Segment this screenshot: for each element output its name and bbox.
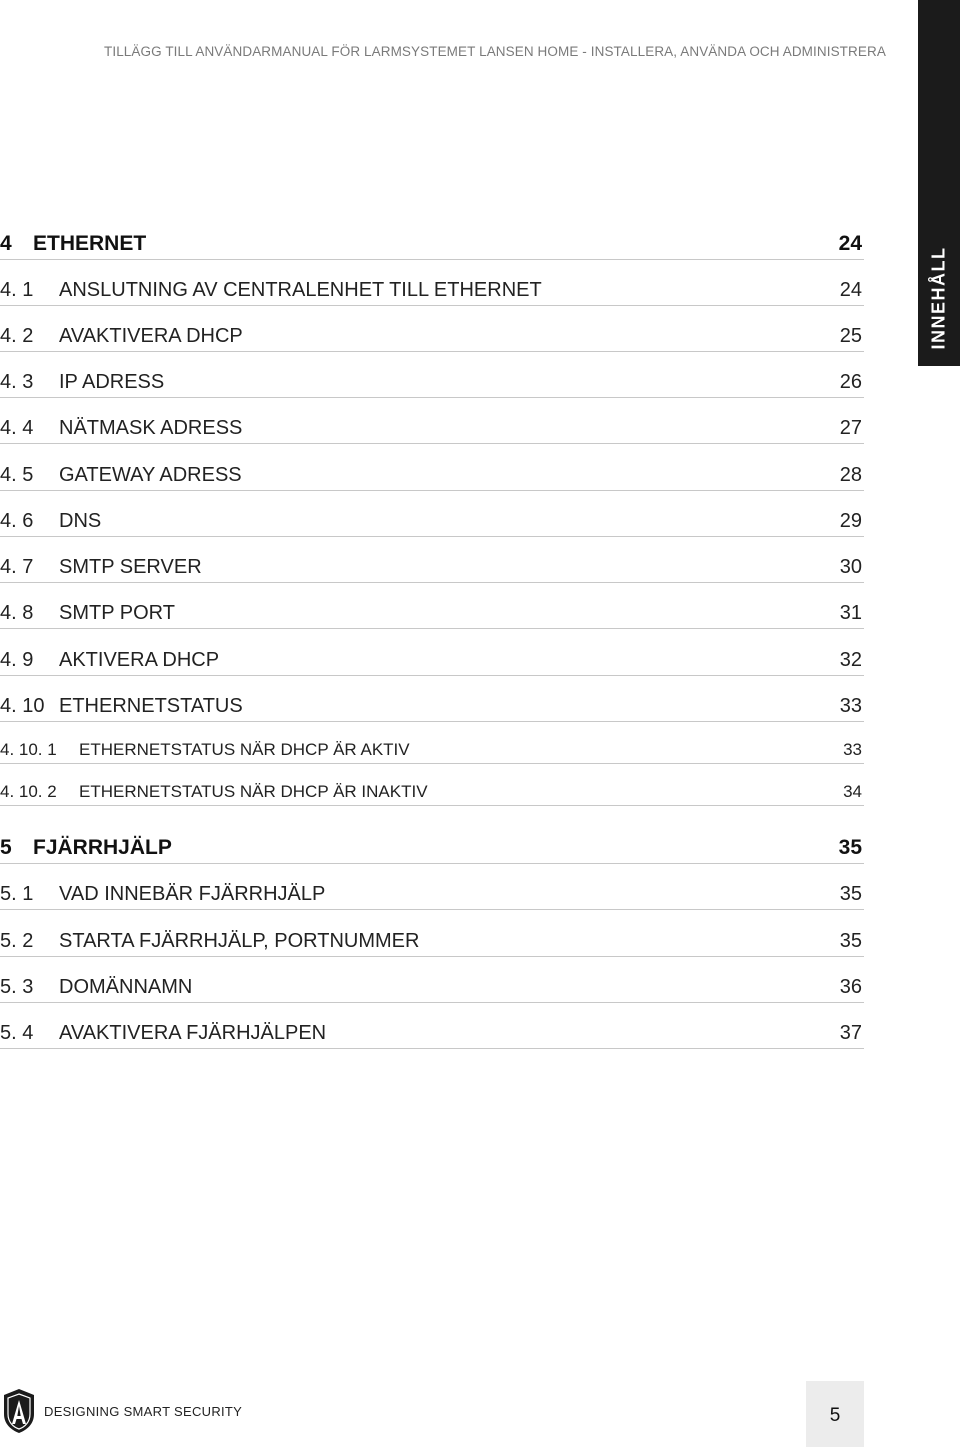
toc-number: 4. 9 — [0, 649, 34, 671]
toc-page: 37 — [839, 1022, 862, 1044]
toc-row[interactable] — [0, 686, 864, 722]
side-tab-label: INNEHÅLL — [928, 246, 949, 350]
toc-title: ETHERNETSTATUS — [59, 695, 243, 717]
toc-number: 4. 2 — [0, 325, 34, 347]
toc-page: 29 — [839, 510, 862, 532]
toc-title: AKTIVERA DHCP — [59, 649, 220, 671]
toc-number: 4. 8 — [0, 602, 34, 624]
shield-a-logo-icon — [2, 1388, 36, 1434]
toc-page: 36 — [839, 976, 862, 998]
toc-title: FJÄRRHJÄLP — [33, 836, 172, 859]
toc-row[interactable] — [0, 828, 864, 864]
toc-number: 5. 2 — [0, 930, 34, 952]
toc-page: 24 — [839, 279, 862, 301]
toc-row[interactable] — [0, 640, 864, 676]
toc-page: 27 — [839, 417, 862, 439]
toc-row[interactable] — [0, 455, 864, 491]
toc-number: 5. 3 — [0, 976, 34, 998]
toc-row[interactable] — [0, 921, 864, 957]
toc-page: 26 — [839, 371, 862, 393]
toc-title: SMTP PORT — [59, 602, 175, 624]
toc-number: 5. 1 — [0, 883, 34, 905]
toc-title: SMTP SERVER — [59, 556, 202, 578]
toc-title: ANSLUTNING AV CENTRALENHET TILL ETHERNET — [59, 279, 542, 301]
toc-title: NÄTMASK ADRESS — [59, 417, 243, 439]
toc-title: AVAKTIVERA FJÄRHJÄLPEN — [59, 1022, 327, 1044]
toc-number: 4. 10 — [0, 695, 45, 717]
toc-number: 4. 3 — [0, 371, 34, 393]
toc-title: DNS — [59, 510, 102, 532]
side-tab-innehall — [918, 0, 960, 366]
toc-number: 4. 10. 1 — [0, 740, 57, 759]
toc-row[interactable] — [0, 875, 864, 910]
toc-page: 35 — [839, 883, 862, 905]
toc-title: AVAKTIVERA DHCP — [59, 325, 243, 347]
toc-row[interactable] — [0, 774, 864, 806]
toc-page: 33 — [843, 740, 862, 759]
toc-row[interactable] — [0, 362, 864, 398]
toc-page: 31 — [839, 602, 862, 624]
toc-number: 5. 4 — [0, 1022, 34, 1044]
toc-number: 4. 4 — [0, 417, 34, 439]
toc-title: ETHERNET — [33, 232, 147, 255]
toc-page: 24 — [838, 232, 862, 255]
toc-page: 35 — [838, 836, 862, 859]
page-number: 5 — [829, 1405, 841, 1426]
toc-number: 4. 10. 2 — [0, 782, 57, 801]
toc-page: 25 — [839, 325, 862, 347]
toc-page: 32 — [839, 649, 862, 671]
toc-number: 4. 6 — [0, 510, 34, 532]
toc-row[interactable] — [0, 409, 864, 444]
toc-row[interactable] — [0, 316, 864, 352]
toc-page: 30 — [839, 556, 862, 578]
toc-row[interactable] — [0, 732, 864, 764]
toc-number: 4 — [0, 232, 12, 255]
toc-row[interactable] — [0, 967, 864, 1003]
toc-number: 4. 5 — [0, 464, 34, 486]
toc-row[interactable] — [0, 1013, 864, 1049]
toc-number: 5 — [0, 836, 12, 859]
toc-number: 4. 7 — [0, 556, 34, 578]
toc-title: GATEWAY ADRESS — [59, 464, 242, 486]
toc-title: IP ADRESS — [59, 371, 165, 393]
toc-page: 34 — [843, 782, 862, 801]
toc-page: 33 — [839, 695, 862, 717]
toc-title: VAD INNEBÄR FJÄRRHJÄLP — [59, 883, 326, 905]
toc-row[interactable] — [0, 547, 864, 583]
toc-row[interactable] — [0, 501, 864, 537]
toc-title: STARTA FJÄRRHJÄLP, PORTNUMMER — [59, 930, 420, 952]
toc-title: ETHERNETSTATUS NÄR DHCP ÄR AKTIV — [79, 740, 410, 759]
running-header: TILLÄGG TILL ANVÄNDARMANUAL FÖR LARMSYSTEMET LANSEN HOME - INSTALLERA, ANVÄNDA OCH ADMINISTRERA — [104, 44, 886, 59]
toc-title: DOMÄNNAMN — [59, 976, 193, 998]
page-number-box — [806, 1381, 864, 1447]
footer-tagline: DESIGNING SMART SECURITY — [44, 1404, 243, 1419]
toc-number: 4. 1 — [0, 279, 34, 301]
toc-row[interactable] — [0, 224, 864, 260]
toc-page: 35 — [839, 930, 862, 952]
toc-title: ETHERNETSTATUS NÄR DHCP ÄR INAKTIV — [79, 782, 428, 801]
toc-row[interactable] — [0, 594, 864, 629]
toc-page: 28 — [839, 464, 862, 486]
toc-row[interactable] — [0, 270, 864, 306]
